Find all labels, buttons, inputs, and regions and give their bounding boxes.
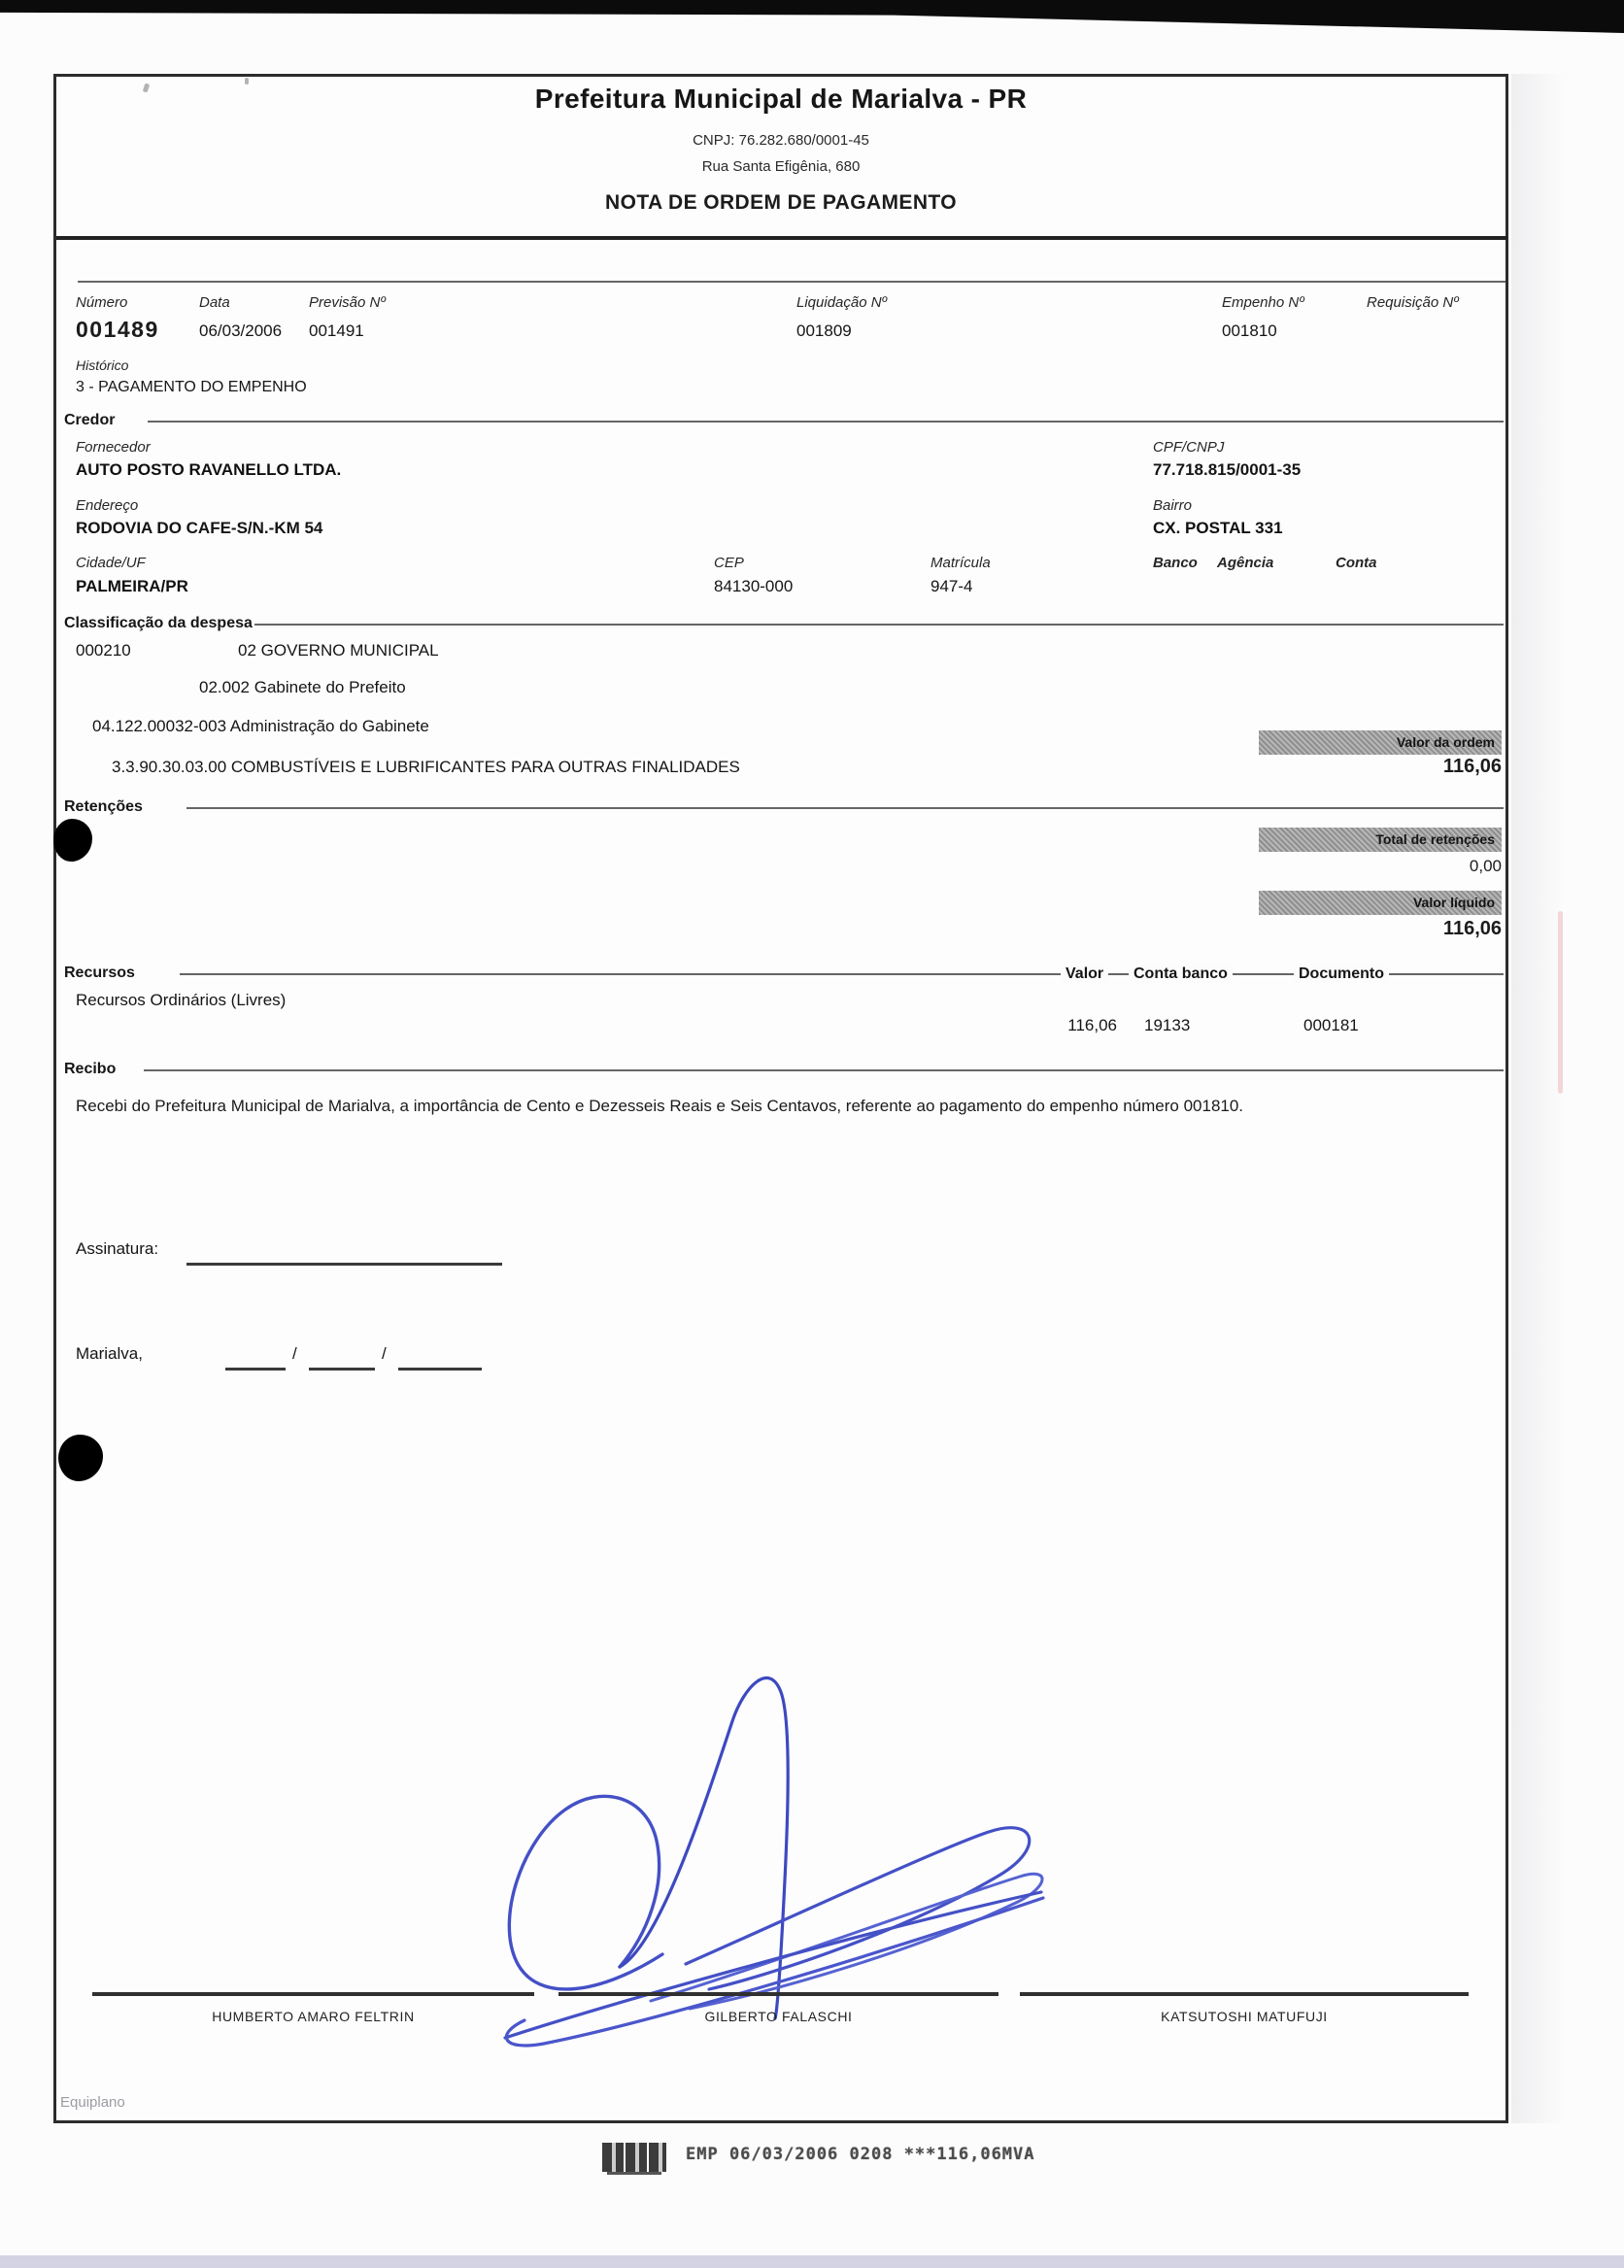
section-retencoes: Retenções xyxy=(64,798,143,815)
data-value: 06/03/2006 xyxy=(199,322,283,340)
signature-scribble xyxy=(457,1632,1078,2049)
assinatura-line xyxy=(186,1263,502,1266)
classificacao-funcional: 04.122.00032-003 Administração do Gabinete xyxy=(92,717,429,735)
banco-label: Banco xyxy=(1153,555,1198,571)
header-divider xyxy=(56,236,1507,240)
signer-line xyxy=(1020,1992,1469,1996)
date-blank-day xyxy=(225,1368,286,1371)
endereco-label: Endereço xyxy=(76,497,139,514)
date-slash: / xyxy=(382,1344,387,1363)
previsao-value: 001491 xyxy=(309,322,364,340)
conta-label: Conta xyxy=(1336,555,1377,571)
historico-label: Histórico xyxy=(76,357,129,373)
recursos-conta-value: 19133 xyxy=(1144,1016,1191,1034)
empenho-value: 001810 xyxy=(1222,322,1277,340)
cpf-cnpj-value: 77.718.815/0001-35 xyxy=(1153,460,1302,479)
valor-liquido-badge: Valor líquido xyxy=(1259,891,1502,915)
scan-artifact-streak xyxy=(1558,911,1563,1094)
recibo-text: Recebi do Prefeitura Municipal de Marialva, a importância de Cento e Dezesseis Reais e Seis Centavos, referente ao pagamento do empenho número 001810. xyxy=(76,1097,1244,1115)
empenho-label: Empenho Nº xyxy=(1222,294,1304,311)
classificacao-unidade: 02.002 Gabinete do Prefeito xyxy=(199,678,406,696)
marialva-date-label: Marialva, xyxy=(76,1344,143,1363)
section-credor: Credor xyxy=(64,412,116,428)
numero-label: Número xyxy=(76,294,128,311)
scan-shadow xyxy=(1511,74,1565,2123)
date-blank-year xyxy=(398,1368,482,1371)
valor-da-ordem-value: 116,06 xyxy=(1442,756,1502,777)
numero-value: 001489 xyxy=(76,317,159,342)
data-label: Data xyxy=(199,294,230,311)
cep-value: 84130-000 xyxy=(714,577,794,595)
section-classificacao: Classificação da despesa xyxy=(64,615,253,631)
section-recibo: Recibo xyxy=(64,1061,117,1077)
signer-name: GILBERTO FALASCHI xyxy=(704,2009,853,2024)
org-cnpj: CNPJ: 76.282.680/0001-45 xyxy=(693,132,869,149)
liquidacao-value: 001809 xyxy=(796,322,852,340)
matricula-value: 947-4 xyxy=(930,577,973,595)
matricula-label: Matrícula xyxy=(930,555,991,571)
recibo-rule xyxy=(144,1069,1504,1071)
signer-line xyxy=(92,1992,534,1996)
signer-name: HUMBERTO AMARO FELTRIN xyxy=(212,2009,415,2024)
recursos-fonte: Recursos Ordinários (Livres) xyxy=(76,991,287,1009)
recursos-conta-banco-label: Conta banco xyxy=(1129,965,1233,983)
recursos-documento-value: 000181 xyxy=(1303,1016,1359,1034)
recursos-documento-label: Documento xyxy=(1294,965,1389,983)
classificacao-natureza: 3.3.90.30.03.00 COMBUSTÍVEIS E LUBRIFICANTES PARA OUTRAS FINALIDADES xyxy=(112,758,740,776)
cidade-uf-label: Cidade/UF xyxy=(76,555,146,571)
date-blank-month xyxy=(309,1368,375,1371)
bairro-label: Bairro xyxy=(1153,497,1193,514)
fornecedor-label: Fornecedor xyxy=(76,439,151,456)
doc-title: NOTA DE ORDEM DE PAGAMENTO xyxy=(605,191,957,214)
credor-rule xyxy=(148,421,1504,423)
endereco-value: RODOVIA DO CAFE-S/N.-KM 54 xyxy=(76,519,323,537)
assinatura-label: Assinatura: xyxy=(76,1239,159,1258)
classificacao-codigo: 000210 xyxy=(76,641,131,660)
fornecedor-value: AUTO POSTO RAVANELLO LTDA. xyxy=(76,460,342,479)
signer-line xyxy=(558,1992,998,1996)
cpf-cnpj-label: CPF/CNPJ xyxy=(1153,439,1225,456)
total-retencoes-value: 0,00 xyxy=(1469,857,1502,875)
valor-da-ordem-badge: Valor da ordem xyxy=(1259,730,1502,755)
scanner-edge-bottom xyxy=(0,2255,1624,2268)
org-address: Rua Santa Efigênia, 680 xyxy=(701,158,861,175)
valor-liquido-value: 116,06 xyxy=(1442,918,1502,939)
classificacao-orgao: 02 GOVERNO MUNICIPAL xyxy=(238,641,439,660)
org-name: Prefeitura Municipal de Marialva - PR xyxy=(534,84,1028,114)
cep-label: CEP xyxy=(714,555,744,571)
ident-top-rule xyxy=(78,281,1506,283)
vendor-watermark: Equiplano xyxy=(60,2094,125,2111)
dot-matrix-logo xyxy=(602,2143,666,2172)
liquidacao-label: Liquidação Nº xyxy=(796,294,888,311)
cidade-uf-value: PALMEIRA/PR xyxy=(76,577,188,595)
retencoes-rule xyxy=(186,807,1504,809)
requisicao-label: Requisição Nº xyxy=(1367,294,1459,311)
signer-name: KATSUTOSHI MATUFUJI xyxy=(1161,2009,1328,2024)
footer-stamp: EMP 06/03/2006 0208 ***116,06MVA xyxy=(686,2145,1035,2164)
classificacao-rule xyxy=(254,624,1504,626)
recursos-valor-label: Valor xyxy=(1061,965,1108,983)
historico-value: 3 - PAGAMENTO DO EMPENHO xyxy=(76,379,307,395)
previsao-label: Previsão Nº xyxy=(309,294,386,311)
date-slash: / xyxy=(292,1344,297,1363)
agencia-label: Agência xyxy=(1217,555,1274,571)
bairro-value: CX. POSTAL 331 xyxy=(1153,519,1283,537)
section-recursos: Recursos xyxy=(64,965,135,981)
scanner-edge-top xyxy=(0,0,1624,33)
total-retencoes-badge: Total de retenções xyxy=(1259,828,1502,852)
recursos-valor-value: 116,06 xyxy=(1067,1016,1117,1034)
